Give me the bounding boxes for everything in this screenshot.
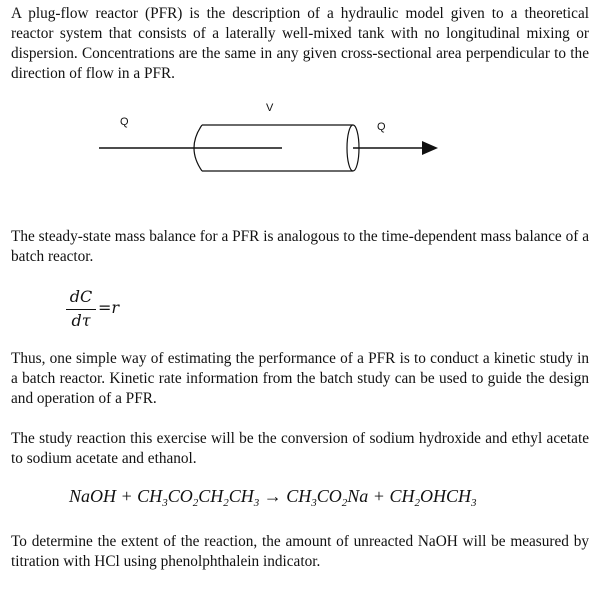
thus-paragraph: Thus, one simple way of estimating the performance of a PFR is to conduct a kinetic study in a batch reactor. Kinetic rate information from the batch study can be used to guide the design and operation of a PFR.: [11, 350, 589, 407]
rate-symbol: r: [111, 298, 120, 317]
rate-numerator: dC: [69, 287, 93, 306]
reactant-ethyl-acetate: $CH_3CO_2CH_2CH_3$: [137, 486, 260, 509]
outflow-label: Q: [377, 121, 386, 133]
outflow-arrowhead: [422, 141, 438, 155]
rate-rhs: [98, 298, 119, 317]
inflow-label: Q: [120, 116, 129, 128]
product-sodium-acetate: $CH_3CO_2Na$: [286, 486, 369, 509]
equals-sign: =: [98, 298, 112, 317]
plus-sign-1: +: [116, 486, 138, 506]
steady-state-paragraph: The steady-state mass balance for a PFR is analogous to the time-dependent mass balance of a batch reactor.: [11, 228, 589, 265]
product-ethanol: $CH_2OHCH_3$: [389, 486, 477, 509]
intro-paragraph: A plug-flow reactor (PFR) is the description of a hydraulic model given to a theoretical reactor system that consists of a laterally well-mixed tank with no longitudinal mixing or dispersion. Concentrations are the same in any given cross-sectional area perpendicular to the direction of flow in a PFR.: [11, 5, 589, 82]
rate-denominator: dτ: [71, 311, 91, 330]
pfr-diagram: [90, 95, 450, 185]
reaction-arrow: →: [259, 486, 287, 506]
extent-paragraph: To determine the extent of the reaction, the amount of unreacted NaOH will be measured by titration with HCl using phenolphthalein indicator.: [11, 533, 589, 570]
reactant-naoh: NaOH: [69, 486, 117, 506]
fraction-bar: [66, 309, 96, 310]
study-reaction-paragraph: The study reaction this exercise will be the conversion of sodium hydroxide and ethyl acetate to sodium acetate and ethanol.: [11, 430, 589, 467]
reaction-equation: [69, 486, 476, 509]
plus-sign-2: +: [368, 486, 390, 506]
volume-label: V: [266, 102, 274, 114]
